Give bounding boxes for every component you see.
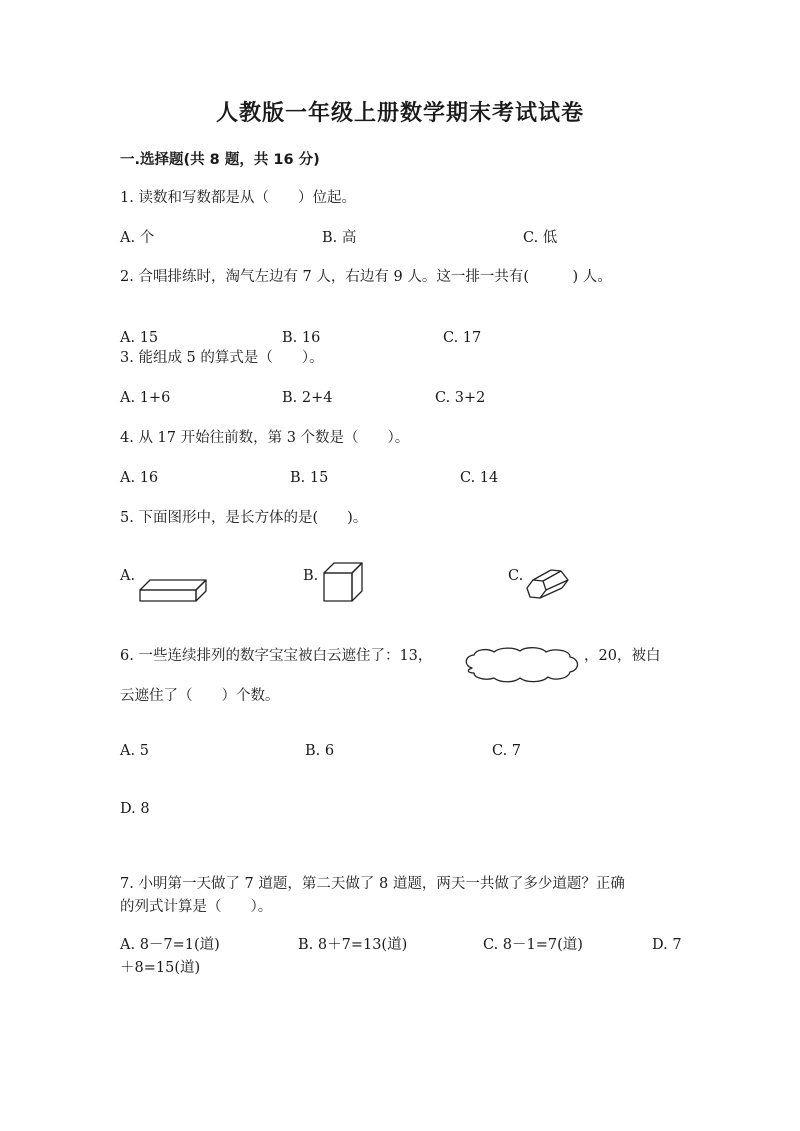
section-heading: 一.选择题(共 8 题，共 16 分) (120, 152, 320, 168)
hexagonal-prism-shape-icon (524, 566, 572, 604)
flat-box-shape-icon (138, 578, 210, 604)
question-5-option-c[interactable]: C. (508, 568, 524, 584)
question-2-option-a[interactable]: A. 15 (120, 330, 159, 346)
question-4-option-b[interactable]: B. 15 (290, 470, 329, 486)
question-7-option-c[interactable]: C. 8－1=7(道) (483, 937, 583, 953)
question-2-text: 2. 合唱排练时，淘气左边有 7 人，右边有 9 人。这一排一共有( ) 人。 (120, 269, 612, 285)
question-6-option-d[interactable]: D. 8 (120, 801, 150, 817)
question-7-option-a[interactable]: A. 8－7=1(道) (120, 937, 220, 953)
question-1-text: 1. 读数和写数都是从（ ）位起。 (120, 190, 356, 206)
question-6-option-a[interactable]: A. 5 (120, 743, 149, 759)
question-5-text: 5. 下面图形中，是长方体的是( )。 (120, 510, 368, 526)
question-2-option-b[interactable]: B. 16 (282, 330, 321, 346)
question-2-option-c[interactable]: C. 17 (443, 330, 482, 346)
question-6-text-line2: 云遮住了（ ）个数。 (120, 688, 280, 704)
question-6-option-b[interactable]: B. 6 (305, 743, 335, 759)
question-7-text-line2: 的列式计算是（ ）。 (120, 899, 273, 915)
cube-shape-icon (322, 561, 366, 605)
question-1-option-a[interactable]: A. 个 (120, 230, 155, 246)
cloud-icon (462, 646, 582, 686)
question-4-text: 4. 从 17 开始往前数，第 3 个数是（ ）。 (120, 430, 410, 446)
question-6-option-c[interactable]: C. 7 (492, 743, 522, 759)
question-1-option-b[interactable]: B. 高 (322, 230, 357, 246)
question-5-option-b[interactable]: B. (303, 568, 319, 584)
exam-title: 人教版一年级上册数学期末考试试卷 (215, 101, 584, 126)
question-1-option-c[interactable]: C. 低 (523, 230, 558, 246)
question-3-text: 3. 能组成 5 的算式是（ ）。 (120, 350, 324, 366)
question-6-text-end: ，20，被白 (584, 648, 661, 664)
question-7-text-line1: 7. 小明第一天做了 7 道题，第二天做了 8 道题，两天一共做了多少道题？正确 (120, 876, 625, 892)
question-5-option-a[interactable]: A. (120, 568, 136, 584)
question-7-option-b[interactable]: B. 8＋7=13(道) (298, 937, 408, 953)
question-4-option-c[interactable]: C. 14 (460, 470, 499, 486)
question-3-option-c[interactable]: C. 3+2 (435, 390, 486, 406)
question-7-option-d-continued[interactable]: ＋8=15(道) (120, 960, 201, 976)
question-7-option-d[interactable]: D. 7 (652, 937, 682, 953)
question-6-text-start: 6. 一些连续排列的数字宝宝被白云遮住了：13， (120, 648, 433, 664)
question-3-option-b[interactable]: B. 2+4 (282, 390, 333, 406)
question-4-option-a[interactable]: A. 16 (120, 470, 159, 486)
question-3-option-a[interactable]: A. 1+6 (120, 390, 171, 406)
